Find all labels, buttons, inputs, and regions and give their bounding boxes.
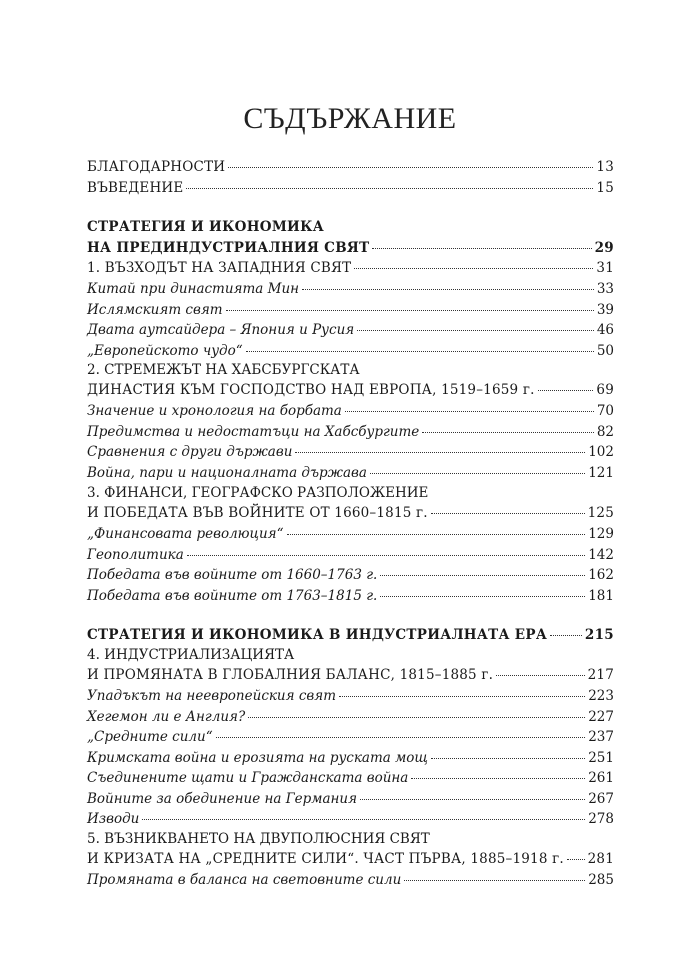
dot-leader [357, 330, 594, 331]
toc-entry-label: Кримската война и ерозията на руската мощ [87, 750, 428, 766]
toc-entry-label: Китай при династията Мин [87, 281, 300, 297]
toc-entry-label: Хегемон ли е Англия? [87, 709, 246, 725]
toc-entry-label: Геополитика [87, 547, 184, 563]
toc-entry-page: 251 [588, 750, 614, 766]
toc-entry-label: 1. ВЪЗХОДЪТ НА ЗАПАДНИЯ СВЯТ [87, 260, 352, 276]
dot-leader [246, 351, 594, 352]
toc-chapter-heading: 4. ИНДУСТРИАЛИЗАЦИЯТА [87, 647, 295, 663]
toc-section-entry[interactable] [87, 789, 614, 809]
toc-entry-page: 121 [588, 465, 614, 481]
dot-leader [345, 411, 594, 412]
toc-entry-label: И ПРОМЯНАТА В ГЛОБАЛНИЯ БАЛАНС, 1815–1885 г. [87, 667, 494, 683]
toc-section-entry[interactable] [87, 545, 614, 565]
toc-chapter-heading: 5. ВЪЗНИКВАНЕТО НА ДВУПОЛЮСНИЯ СВЯТ [87, 831, 430, 847]
toc-entry-page: 267 [588, 791, 614, 807]
toc-chapter-entry[interactable] [87, 258, 614, 278]
toc-chapter-entry[interactable] [87, 849, 614, 869]
toc-entry-page: 217 [587, 667, 614, 683]
toc-section-entry[interactable] [87, 748, 614, 768]
toc-entry-label: ДИНАСТИЯ КЪМ ГОСПОДСТВО НАД ЕВРОПА, 1519–1659 г. [87, 382, 535, 398]
toc-section-entry[interactable] [87, 707, 614, 727]
toc-entry-page: 223 [588, 688, 614, 704]
toc-entry-page: 237 [588, 729, 614, 745]
dot-leader [339, 696, 585, 697]
toc-part-heading: СТРАТЕГИЯ И ИКОНОМИКА [87, 219, 324, 235]
toc-entry-page: 31 [596, 260, 614, 276]
toc-part-entry[interactable] [87, 238, 614, 258]
dot-leader [228, 167, 593, 168]
dot-leader [550, 635, 582, 636]
dot-leader [567, 859, 585, 860]
toc-entry-page: 278 [588, 811, 614, 827]
toc-entry-page: 69 [596, 382, 614, 398]
dot-leader [354, 268, 593, 269]
toc-entry-label: Сравнения с други държави [87, 444, 293, 460]
dot-leader [422, 432, 594, 433]
dot-leader [380, 575, 585, 576]
toc-entry-page: 285 [588, 872, 614, 888]
toc-entry-page: 227 [588, 709, 614, 725]
dot-leader [538, 390, 594, 391]
toc-entry-label: „Европейското чудо“ [87, 343, 243, 359]
toc-section-entry[interactable] [87, 727, 614, 747]
toc-part-entry[interactable] [87, 625, 614, 645]
toc-entry-page: 162 [588, 567, 614, 583]
toc-entry-label: „Средните сили“ [87, 729, 213, 745]
toc-entry-page: 261 [588, 770, 614, 786]
toc-chapter-heading: 2. СТРЕМЕЖЪТ НА ХАБСБУРГСКАТА [87, 362, 360, 378]
toc-entry-label: И ПОБЕДАТА ВЪВ ВОЙНИТЕ ОТ 1660–1815 г. [87, 505, 428, 521]
dot-leader [226, 310, 594, 311]
toc-entry-acknowledgements[interactable] [87, 157, 614, 177]
toc-entry-label: „Финансовата революция“ [87, 526, 284, 542]
toc-entry-introduction[interactable] [87, 178, 614, 198]
toc-entry-label: Победата във войните от 1763–1815 г. [87, 588, 378, 604]
toc-entry-page: 29 [594, 240, 614, 256]
toc-entry-label: Ислямският свят [87, 302, 223, 318]
dot-leader [186, 188, 593, 189]
toc-entry-label: Значение и хронология на борбата [87, 403, 342, 419]
toc-section-entry[interactable] [87, 586, 614, 606]
toc-entry-page: 181 [588, 588, 614, 604]
dot-leader [431, 758, 585, 759]
dot-leader [248, 717, 585, 718]
toc-entry-label: СТРАТЕГИЯ И ИКОНОМИКА В ИНДУСТРИАЛНАТА ЕРА [87, 627, 548, 643]
toc-section-entry[interactable] [87, 870, 614, 890]
toc-entry-page: 46 [596, 322, 614, 338]
toc-chapter-entry[interactable] [87, 503, 614, 523]
toc-section-entry[interactable] [87, 686, 614, 706]
toc-entry-page: 215 [584, 627, 614, 643]
toc-chapter-entry[interactable] [87, 380, 614, 400]
toc-entry-label: Изводи [87, 811, 140, 827]
toc-entry-label: Война, пари и националната държава [87, 465, 367, 481]
toc-entry-page: 33 [596, 281, 614, 297]
toc-section-entry[interactable] [87, 768, 614, 788]
dot-leader [370, 473, 585, 474]
toc-entry-page: 50 [596, 343, 614, 359]
dot-leader [302, 289, 594, 290]
toc-entry-label: Двата аутсайдера – Япония и Русия [87, 322, 355, 338]
toc-entry-label: ВЪВЕДЕНИЕ [87, 180, 184, 196]
toc-chapter-heading: 3. ФИНАНСИ, ГЕОГРАФСКО РАЗПОЛОЖЕНИЕ [87, 485, 429, 501]
dot-leader [431, 513, 585, 514]
toc-section-entry[interactable] [87, 524, 614, 544]
toc-entry-page: 70 [596, 403, 614, 419]
dot-leader [142, 819, 585, 820]
toc-entry-label: И КРИЗАТА НА „СРЕДНИТЕ СИЛИ“. ЧАСТ ПЪРВА, 1885–1918 г. [87, 851, 564, 867]
dot-leader [496, 675, 585, 676]
toc-section-entry[interactable] [87, 320, 614, 340]
page-title: СЪДЪРЖАНИЕ [243, 102, 457, 135]
dot-leader [295, 452, 585, 453]
toc-entry-page: 281 [587, 851, 614, 867]
toc-section-entry[interactable] [87, 279, 614, 299]
toc-entry-label: Войните за обединение на Германия [87, 791, 358, 807]
toc-entry-page: 125 [587, 505, 614, 521]
dot-leader [287, 534, 586, 535]
toc-section-entry[interactable] [87, 401, 614, 421]
dot-leader [404, 880, 585, 881]
toc-chapter-entry[interactable] [87, 665, 614, 685]
toc-section-entry[interactable] [87, 809, 614, 829]
toc-entry-page: 39 [596, 302, 614, 318]
dot-leader [411, 778, 585, 779]
toc-entry-label: Победата във войните от 1660–1763 г. [87, 567, 378, 583]
toc-entry-page: 13 [596, 159, 614, 175]
toc-section-entry[interactable] [87, 442, 614, 462]
toc-section-entry[interactable] [87, 422, 614, 442]
dot-leader [187, 555, 585, 556]
toc-section-entry[interactable] [87, 341, 614, 361]
dot-leader [360, 799, 585, 800]
toc-section-entry[interactable] [87, 463, 614, 483]
toc-entry-page: 129 [588, 526, 614, 542]
toc-entry-label: Упадъкът на неевропейския свят [87, 688, 337, 704]
toc-entry-page: 102 [588, 444, 614, 460]
toc-entry-page: 142 [588, 547, 614, 563]
toc-entry-label: Промяната в баланса на световните сили [87, 872, 402, 888]
toc-section-entry[interactable] [87, 565, 614, 585]
toc-entry-label: Предимства и недостатъци на Хабсбургите [87, 424, 420, 440]
dot-leader [380, 596, 585, 597]
toc-entry-label: НА ПРЕДИНДУСТРИАЛНИЯ СВЯТ [87, 240, 370, 256]
toc-section-entry[interactable] [87, 300, 614, 320]
dot-leader [216, 737, 586, 738]
toc-entry-label: Съединените щати и Гражданската война [87, 770, 409, 786]
toc-entry-label: БЛАГОДАРНОСТИ [87, 159, 226, 175]
toc-entry-page: 82 [596, 424, 614, 440]
toc-entry-page: 15 [596, 180, 614, 196]
dot-leader [372, 248, 591, 249]
